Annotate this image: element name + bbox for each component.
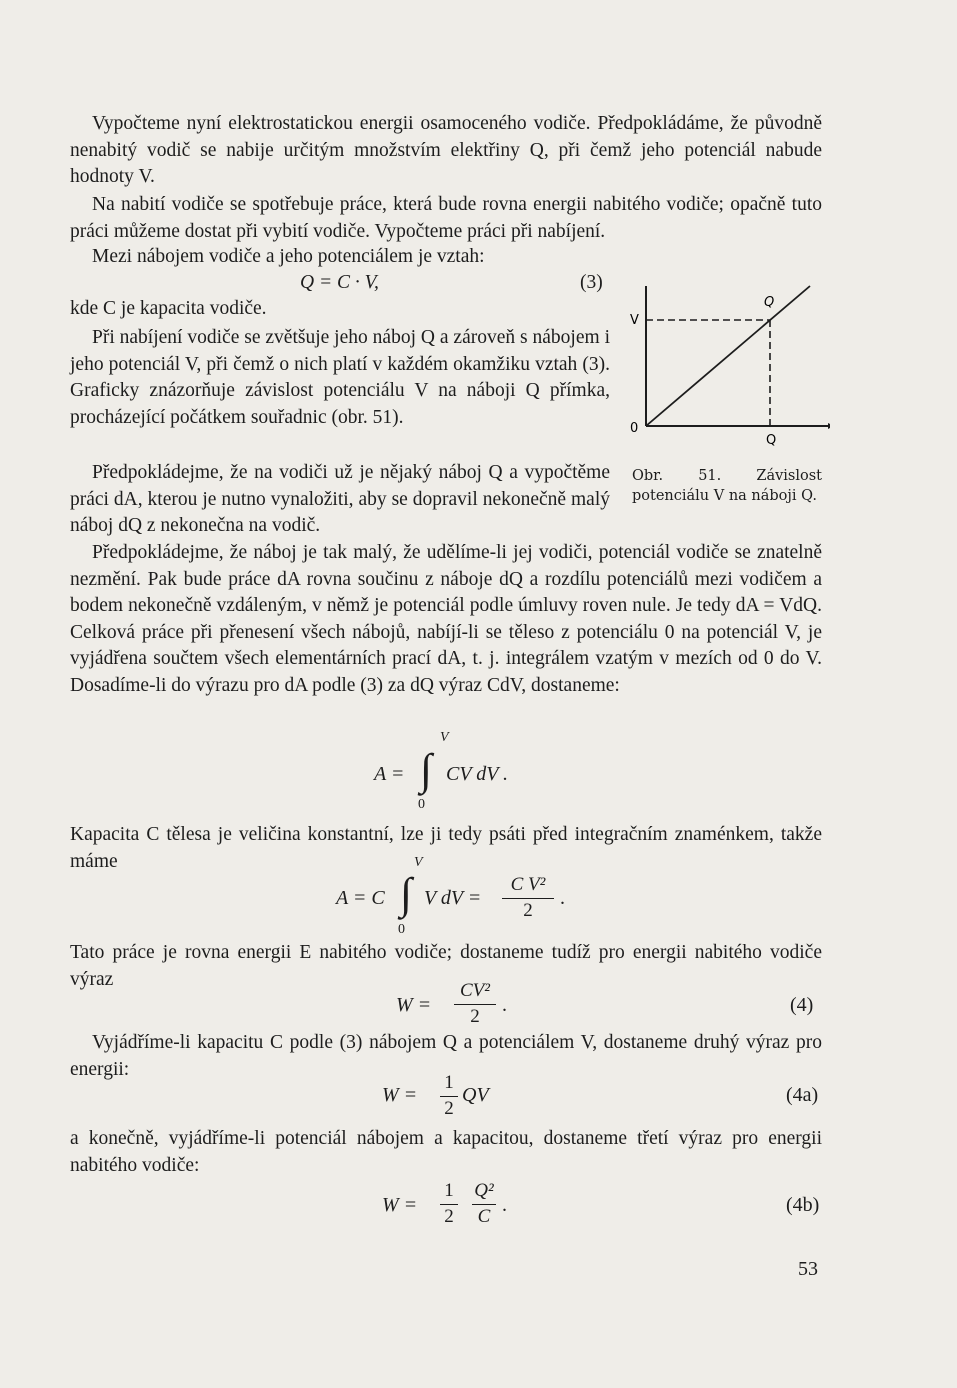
eq4a-tag: (4a)	[786, 1084, 819, 1106]
eq4a-numerator: 1	[444, 1072, 454, 1093]
eq4-fraction-bar	[454, 1004, 496, 1005]
eq4-numerator: CV²	[460, 980, 490, 1001]
eq4-period: .	[502, 994, 507, 1016]
integral2-numerator: C V²	[510, 874, 546, 895]
paragraph-capacity-def: kde C je kapacita vodiče.	[70, 298, 267, 319]
eq4a-denominator: 2	[444, 1098, 454, 1119]
paragraph-intro: Vypočteme nyní elektrostatickou energii osamoceného vodiče. Předpokládáme, že původně nenabitý vodič se nabije určitým množstvím elektřiny Q, při čemž jeho potenciál nabude hodnoty V.	[70, 113, 822, 188]
integral2-denominator: 2	[523, 900, 533, 921]
equation-3: Q = C · V,	[300, 272, 379, 293]
integral2-lhs: A = C	[336, 887, 385, 909]
integral1-lower: 0	[418, 797, 425, 812]
label-q-point: Q	[764, 295, 775, 310]
eq4b-denominator-2: C	[477, 1206, 491, 1227]
eq4-lhs: W =	[396, 994, 432, 1016]
label-v: V	[630, 313, 639, 328]
label-origin: 0	[630, 421, 639, 436]
integral1-lhs: A =	[374, 763, 405, 785]
eq4b-numerator-1: 1	[444, 1180, 454, 1201]
eq4a-fraction-bar	[440, 1096, 458, 1097]
page-number: 53	[798, 1258, 818, 1280]
figure-51-caption: Obr. 51. Závislost potenciálu V na náboji Q.	[632, 468, 822, 504]
eq4b-denominator-1: 2	[444, 1206, 454, 1227]
eq4b-tag: (4b)	[786, 1194, 820, 1216]
eq4b-numerator-2: Q²	[474, 1180, 494, 1201]
integral2-upper: V	[414, 855, 423, 870]
eq4a-rest: QV	[462, 1084, 489, 1106]
integral2-lower: 0	[398, 922, 405, 937]
paragraph-charging: Při nabíjení vodiče se zvětšuje jeho náboj Q a zároveň s nábojem i jeho potenciál V, při čemž o nich platí v každém okamžiku vztah (3). Graficky znázorňuje závislost potenciálu V na náboji Q přímka, procházející počátkem souřadnic (obr. 51).	[70, 327, 610, 428]
integral2-period: .	[560, 887, 565, 909]
eq4b-fraction-bar-1	[440, 1204, 458, 1205]
integral1-upper: V	[440, 730, 449, 745]
eq4-tag: (4)	[790, 994, 814, 1016]
eq4b-period: .	[502, 1194, 507, 1216]
paragraph-assume-charge: Předpokládejme, že na vodiči už je nějaký náboj Q a vypočtěme práci dA, kterou je nutno vynaložiti, aby se dopravil nekonečně malý náboj dQ z nekonečna na vodič.	[70, 462, 610, 537]
eq4-denominator: 2	[470, 1006, 480, 1027]
paragraph-relation: Mezi nábojem vodiče a jeho potenciálem je vztah:	[92, 246, 485, 267]
label-q-axis: Q	[766, 433, 777, 448]
q-axis-arrow	[828, 423, 830, 429]
paragraph-small-charge: Předpokládejme, že náboj je tak malý, že udělíme-li jej vodiči, potenciál vodiče se znatelně nezmění. Pak bude práce dA rovna součinu z náboje dQ a rozdílu potenciálů mezi vodičem a bodem nekonečně vzdáleným, v němž je potenciál podle úmluvy roven nule. Je tedy dA = VdQ. Celková práce při přenesení všech nábojů, nabíjí-li se těleso z potenciálu 0 na potenciál V, je vyjádřena součtem všech elementárních prací dA, t. j. integrálem vzatým v mezích od 0 do V. Dosadíme-li do výrazu pro dA podle (3) za dQ výraz CdV, dostaneme:	[70, 542, 822, 696]
integral1-sign: ∫	[420, 745, 433, 794]
paragraph-work: Na nabití vodiče se spotřebuje práce, která bude rovna energii nabitého vodiče; opačně tuto práci můžeme dostat při vybití vodiče. Vypočteme práci při nabíjení.	[70, 194, 822, 242]
paragraph-second-form: Vyjádříme-li kapacitu C podle (3) nábojem Q a potenciálem V, dostaneme druhý výraz pro energii:	[70, 1032, 822, 1080]
integral1-body: CV dV .	[446, 763, 509, 785]
integral2-sign: ∫	[400, 869, 413, 918]
eq4b-fraction-bar-2	[472, 1204, 496, 1205]
eq4b-lhs: W =	[382, 1194, 418, 1216]
integral2-body: V dV =	[424, 887, 482, 909]
paragraph-third-form: a konečně, vyjádříme-li potenciál nábojem a kapacitou, dostaneme třetí výraz pro energii nabitého vodiče:	[70, 1128, 822, 1176]
integral2-fraction-bar	[502, 898, 554, 899]
paragraph-constant-capacity: Kapacita C tělesa je veličina konstantní, lze ji tedy psáti před integračním znaménkem, takže máme	[70, 824, 822, 872]
paragraph-energy: Tato práce je rovna energii E nabitého vodiče; dostaneme tudíž pro energii nabitého vodiče výraz	[70, 942, 822, 990]
v-q-line	[646, 286, 810, 426]
equation-3-number: (3)	[580, 272, 603, 293]
eq4a-lhs: W =	[382, 1084, 418, 1106]
figure-51-graph	[624, 276, 830, 448]
